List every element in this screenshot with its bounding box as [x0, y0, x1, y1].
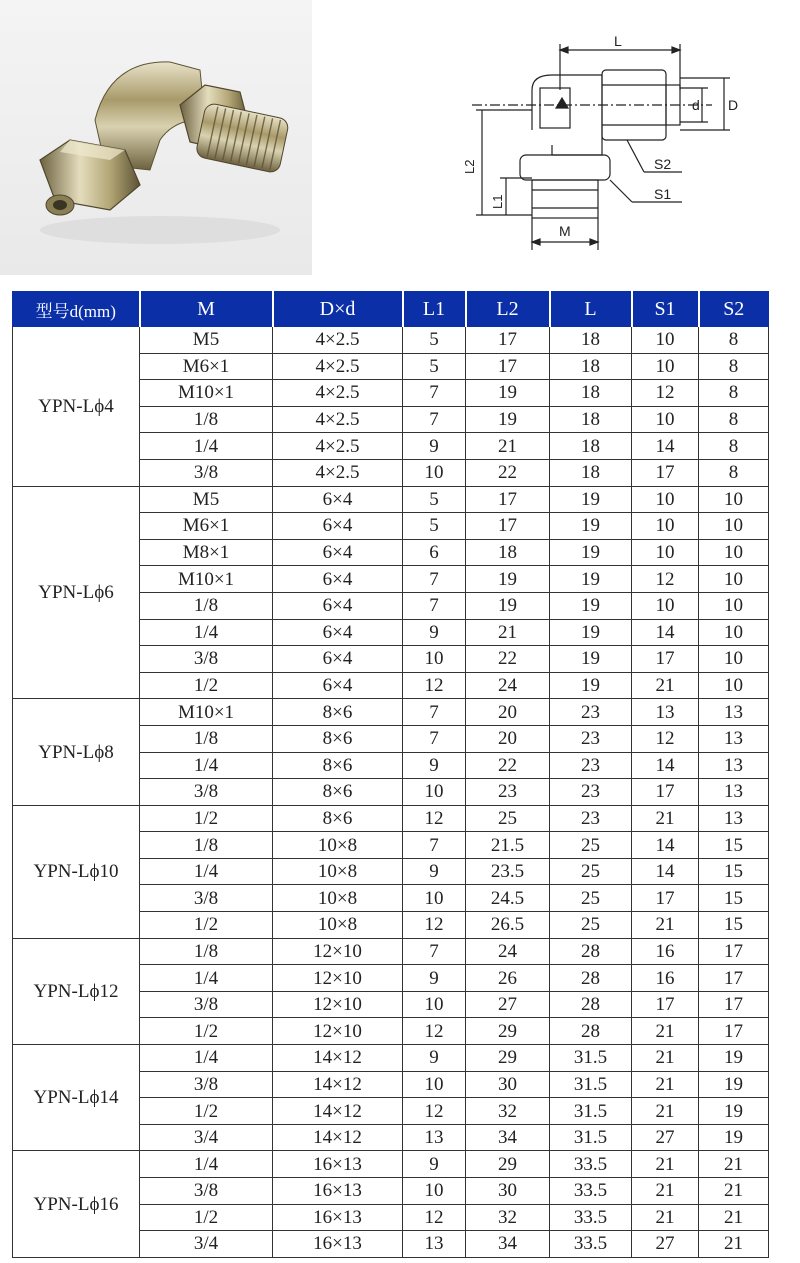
table-cell: 1/2 — [140, 1098, 273, 1125]
table-cell: 7 — [403, 725, 466, 752]
table-cell: 7 — [403, 406, 466, 433]
table-cell: 23.5 — [466, 858, 550, 885]
table-cell: 10 — [632, 327, 699, 354]
table-cell: 12 — [632, 566, 699, 593]
header-L1: L1 — [403, 292, 466, 327]
table-cell: 19 — [699, 1098, 769, 1125]
table-cell: 19 — [699, 1124, 769, 1151]
table-cell: 9 — [403, 1151, 466, 1178]
table-cell: 7 — [403, 832, 466, 859]
table-cell: 9 — [403, 858, 466, 885]
table-cell: 12 — [403, 805, 466, 832]
table-cell: 1/2 — [140, 1204, 273, 1231]
table-cell: 15 — [699, 912, 769, 939]
table-cell: 17 — [632, 459, 699, 486]
table-cell: 8×6 — [273, 752, 403, 779]
table-cell: 3/8 — [140, 779, 273, 806]
table-cell: 19 — [550, 619, 632, 646]
table-cell: 19 — [550, 486, 632, 513]
table-cell: 5 — [403, 353, 466, 380]
table-cell: 12×10 — [273, 965, 403, 992]
table-cell: 16×13 — [273, 1178, 403, 1205]
table-cell: 27 — [632, 1231, 699, 1258]
table-cell: 14×12 — [273, 1071, 403, 1098]
table-cell: 8 — [699, 380, 769, 407]
label-D: D — [728, 97, 739, 113]
table-cell: 12 — [403, 672, 466, 699]
table-cell: 17 — [632, 885, 699, 912]
table-cell: 10 — [632, 353, 699, 380]
table-cell: 21 — [632, 1151, 699, 1178]
table-cell: 5 — [403, 327, 466, 354]
table-cell: 10×8 — [273, 885, 403, 912]
table-cell: 29 — [466, 1151, 550, 1178]
model-cell: YPN-Lϕ12 — [13, 938, 140, 1044]
table-cell: 29 — [466, 1018, 550, 1045]
table-cell: 14 — [632, 858, 699, 885]
table-cell: 19 — [550, 646, 632, 673]
table-cell: 16 — [632, 965, 699, 992]
table-cell: 21 — [699, 1204, 769, 1231]
table-cell: 8×6 — [273, 779, 403, 806]
table-cell: 21.5 — [466, 832, 550, 859]
table-cell: 8×6 — [273, 699, 403, 726]
table-cell: 6×4 — [273, 619, 403, 646]
table-cell: 10×8 — [273, 912, 403, 939]
table-cell: 3/4 — [140, 1231, 273, 1258]
table-cell: 33.5 — [550, 1204, 632, 1231]
table-cell: 23 — [550, 752, 632, 779]
spec-table — [12, 291, 769, 1258]
table-cell: 32 — [466, 1098, 550, 1125]
dimension-drawing — [462, 30, 762, 260]
table-cell: 7 — [403, 592, 466, 619]
table-cell: 6×4 — [273, 566, 403, 593]
table-cell: 31.5 — [550, 1071, 632, 1098]
table-cell: 8×6 — [273, 725, 403, 752]
table-cell: M5 — [140, 327, 273, 354]
header-S1: S1 — [632, 292, 699, 327]
table-cell: 17 — [699, 1018, 769, 1045]
table-cell: 13 — [699, 699, 769, 726]
table-cell: 10 — [403, 885, 466, 912]
table-cell: 13 — [699, 725, 769, 752]
table-cell: 21 — [632, 1071, 699, 1098]
label-M: M — [559, 223, 571, 239]
table-cell: 10 — [699, 513, 769, 540]
table-cell: 6×4 — [273, 486, 403, 513]
table-cell: 17 — [632, 991, 699, 1018]
table-cell: 6 — [403, 539, 466, 566]
table-cell: 9 — [403, 752, 466, 779]
table-cell: 4×2.5 — [273, 433, 403, 460]
table-cell: 12 — [403, 1098, 466, 1125]
table-cell: 17 — [466, 513, 550, 540]
table-cell: 18 — [550, 353, 632, 380]
table-cell: 1/2 — [140, 912, 273, 939]
table-cell: 10 — [632, 513, 699, 540]
table-cell: 15 — [699, 858, 769, 885]
table-cell: 21 — [632, 1098, 699, 1125]
table-cell: 12 — [632, 380, 699, 407]
table-cell: 20 — [466, 699, 550, 726]
table-cell: 10 — [699, 486, 769, 513]
table-cell: 10 — [403, 646, 466, 673]
table-cell: 1/8 — [140, 725, 273, 752]
model-cell: YPN-Lϕ4 — [13, 327, 140, 487]
table-cell: 3/8 — [140, 991, 273, 1018]
table-cell: M10×1 — [140, 380, 273, 407]
header-Dxd: D×d — [273, 292, 403, 327]
table-cell: 10 — [632, 406, 699, 433]
table-cell: 17 — [466, 327, 550, 354]
table-cell: 8 — [699, 433, 769, 460]
table-row — [13, 327, 769, 354]
table-cell: 5 — [403, 486, 466, 513]
table-cell: 6×4 — [273, 539, 403, 566]
table-cell: 3/4 — [140, 1124, 273, 1151]
table-cell: 13 — [699, 779, 769, 806]
table-cell: 15 — [699, 885, 769, 912]
table-cell: 1/4 — [140, 1151, 273, 1178]
table-row — [13, 1045, 769, 1072]
table-cell: 25 — [550, 858, 632, 885]
table-cell: 1/8 — [140, 592, 273, 619]
table-cell: 21 — [466, 619, 550, 646]
table-cell: 6×4 — [273, 672, 403, 699]
table-cell: 21 — [699, 1231, 769, 1258]
fitting-schematic — [462, 30, 762, 260]
label-L1: L1 — [490, 194, 505, 209]
table-cell: 18 — [550, 380, 632, 407]
table-cell: 19 — [550, 513, 632, 540]
table-cell: 21 — [632, 912, 699, 939]
table-cell: 1/4 — [140, 433, 273, 460]
table-cell: 12×10 — [273, 1018, 403, 1045]
table-cell: 19 — [466, 380, 550, 407]
table-cell: M5 — [140, 486, 273, 513]
table-cell: 32 — [466, 1204, 550, 1231]
table-cell: 1/2 — [140, 805, 273, 832]
model-cell: YPN-Lϕ14 — [13, 1045, 140, 1151]
model-cell: YPN-Lϕ10 — [13, 805, 140, 938]
table-cell: 17 — [699, 991, 769, 1018]
table-cell: 1/4 — [140, 619, 273, 646]
table-cell: 13 — [699, 752, 769, 779]
table-cell: 33.5 — [550, 1231, 632, 1258]
table-cell: 19 — [466, 566, 550, 593]
table-cell: 33.5 — [550, 1151, 632, 1178]
table-cell: 25 — [550, 885, 632, 912]
table-cell: 5 — [403, 513, 466, 540]
table-cell: 10 — [403, 991, 466, 1018]
table-cell: 1/8 — [140, 938, 273, 965]
table-cell: 9 — [403, 433, 466, 460]
table-cell: 18 — [550, 406, 632, 433]
table-cell: 15 — [699, 832, 769, 859]
table-cell: M8×1 — [140, 539, 273, 566]
table-cell: 3/8 — [140, 885, 273, 912]
table-cell: 7 — [403, 938, 466, 965]
model-cell: YPN-Lϕ6 — [13, 486, 140, 699]
table-cell: 4×2.5 — [273, 380, 403, 407]
table-cell: 14 — [632, 752, 699, 779]
table-row — [13, 805, 769, 832]
table-cell: 21 — [632, 672, 699, 699]
table-cell: 9 — [403, 619, 466, 646]
table-cell: 30 — [466, 1178, 550, 1205]
table-cell: 29 — [466, 1045, 550, 1072]
table-cell: 17 — [466, 486, 550, 513]
product-photo — [0, 0, 312, 275]
table-cell: 21 — [699, 1178, 769, 1205]
table-cell: 22 — [466, 646, 550, 673]
table-cell: 3/8 — [140, 1178, 273, 1205]
table-cell: 19 — [699, 1071, 769, 1098]
table-cell: 22 — [466, 459, 550, 486]
table-cell: 19 — [550, 672, 632, 699]
table-cell: 21 — [632, 1045, 699, 1072]
table-cell: 17 — [632, 646, 699, 673]
table-row — [13, 699, 769, 726]
table-row — [13, 1151, 769, 1178]
table-cell: 23 — [550, 805, 632, 832]
table-cell: 23 — [466, 779, 550, 806]
table-cell: 16×13 — [273, 1204, 403, 1231]
header-M: M — [140, 292, 273, 327]
table-cell: 10 — [403, 779, 466, 806]
table-cell: 10×8 — [273, 832, 403, 859]
elbow-fitting-image — [0, 0, 312, 275]
table-cell: 18 — [550, 327, 632, 354]
table-cell: 16×13 — [273, 1151, 403, 1178]
table-cell: 19 — [466, 406, 550, 433]
table-cell: 8 — [699, 459, 769, 486]
table-cell: 1/4 — [140, 965, 273, 992]
table-cell: 6×4 — [273, 646, 403, 673]
table-cell: 9 — [403, 965, 466, 992]
table-cell: 19 — [699, 1045, 769, 1072]
table-cell: 13 — [403, 1124, 466, 1151]
table-cell: 16×13 — [273, 1231, 403, 1258]
table-cell: 3/8 — [140, 459, 273, 486]
model-cell: YPN-Lϕ8 — [13, 699, 140, 805]
table-cell: 12 — [403, 1204, 466, 1231]
table-cell: 19 — [550, 566, 632, 593]
table-cell: 4×2.5 — [273, 406, 403, 433]
table-cell: 23 — [550, 725, 632, 752]
table-cell: 16 — [632, 938, 699, 965]
table-cell: 24.5 — [466, 885, 550, 912]
table-cell: 23 — [550, 779, 632, 806]
table-cell: 22 — [466, 752, 550, 779]
table-cell: 19 — [550, 592, 632, 619]
table-cell: 14×12 — [273, 1045, 403, 1072]
table-cell: 1/2 — [140, 1018, 273, 1045]
table-cell: 34 — [466, 1231, 550, 1258]
table-cell: 4×2.5 — [273, 327, 403, 354]
table-cell: 27 — [466, 991, 550, 1018]
table-cell: 28 — [550, 965, 632, 992]
table-cell: 12 — [403, 1018, 466, 1045]
table-cell: 17 — [632, 779, 699, 806]
table-cell: 3/8 — [140, 646, 273, 673]
table-cell: 8×6 — [273, 805, 403, 832]
table-cell: 10 — [632, 539, 699, 566]
table-cell: 10 — [632, 486, 699, 513]
header-L2: L2 — [466, 292, 550, 327]
label-S2: S2 — [654, 156, 672, 172]
table-cell: 33.5 — [550, 1178, 632, 1205]
table-cell: 23 — [550, 699, 632, 726]
table-cell: 20 — [466, 725, 550, 752]
table-cell: 25 — [466, 805, 550, 832]
table-cell: 21 — [632, 1178, 699, 1205]
table-cell: 19 — [466, 592, 550, 619]
table-cell: 10 — [699, 592, 769, 619]
table-cell: 10 — [403, 1178, 466, 1205]
table-cell: 1/2 — [140, 672, 273, 699]
label-S1: S1 — [654, 186, 672, 202]
table-body — [13, 327, 769, 1258]
table-cell: 1/8 — [140, 832, 273, 859]
table-cell: 21 — [632, 1018, 699, 1045]
table-cell: 12×10 — [273, 938, 403, 965]
table-cell: 7 — [403, 566, 466, 593]
table-cell: 18 — [466, 539, 550, 566]
table-cell: 13 — [632, 699, 699, 726]
model-cell: YPN-Lϕ16 — [13, 1151, 140, 1257]
table-cell: 19 — [550, 539, 632, 566]
table-cell: 9 — [403, 1045, 466, 1072]
table-cell: 8 — [699, 406, 769, 433]
label-L2: L2 — [462, 159, 477, 174]
table-cell: 6×4 — [273, 592, 403, 619]
table-cell: 10 — [699, 672, 769, 699]
table-cell: 14 — [632, 619, 699, 646]
table-cell: 17 — [466, 353, 550, 380]
table-cell: M6×1 — [140, 353, 273, 380]
table-cell: 31.5 — [550, 1124, 632, 1151]
table-cell: 4×2.5 — [273, 353, 403, 380]
table-cell: 14×12 — [273, 1124, 403, 1151]
table-header — [13, 292, 769, 327]
table-cell: 24 — [466, 938, 550, 965]
table-cell: 10 — [632, 592, 699, 619]
table-cell: 21 — [632, 805, 699, 832]
table-cell: 7 — [403, 699, 466, 726]
table-cell: 10 — [699, 646, 769, 673]
table-cell: 10 — [403, 1071, 466, 1098]
table-cell: 14×12 — [273, 1098, 403, 1125]
table-row — [13, 938, 769, 965]
table-cell: 10 — [699, 619, 769, 646]
table-cell: 31.5 — [550, 1098, 632, 1125]
table-cell: 3/8 — [140, 1071, 273, 1098]
table-cell: 14 — [632, 832, 699, 859]
header-S2: S2 — [699, 292, 769, 327]
table-cell: 4×2.5 — [273, 459, 403, 486]
table-cell: 21 — [466, 433, 550, 460]
table-cell: 18 — [550, 433, 632, 460]
table-cell: 1/4 — [140, 752, 273, 779]
table-cell: 18 — [550, 459, 632, 486]
table-cell: 24 — [466, 672, 550, 699]
table-cell: 28 — [550, 938, 632, 965]
label-L: L — [614, 33, 622, 49]
table-cell: 10 — [403, 459, 466, 486]
table-cell: 14 — [632, 433, 699, 460]
table-cell: 12×10 — [273, 991, 403, 1018]
table-cell: 1/8 — [140, 406, 273, 433]
table-cell: 31.5 — [550, 1045, 632, 1072]
table-cell: 25 — [550, 912, 632, 939]
table-cell: M10×1 — [140, 566, 273, 593]
table-cell: 21 — [632, 1204, 699, 1231]
table-cell: 8 — [699, 353, 769, 380]
table-cell: 10×8 — [273, 858, 403, 885]
table-cell: 28 — [550, 1018, 632, 1045]
table-cell: 17 — [699, 938, 769, 965]
table-cell: 10 — [699, 566, 769, 593]
table-cell: 8 — [699, 327, 769, 354]
table-row — [13, 486, 769, 513]
table-cell: 27 — [632, 1124, 699, 1151]
table-cell: 26 — [466, 965, 550, 992]
table-cell: 13 — [699, 805, 769, 832]
table-cell: 1/4 — [140, 1045, 273, 1072]
table-cell: 26.5 — [466, 912, 550, 939]
table-cell: 28 — [550, 991, 632, 1018]
table-cell: 10 — [699, 539, 769, 566]
label-d: d — [692, 97, 700, 113]
table-cell: 25 — [550, 832, 632, 859]
table-cell: M10×1 — [140, 699, 273, 726]
table-cell: 7 — [403, 380, 466, 407]
header-L: L — [550, 292, 632, 327]
table-cell: 30 — [466, 1071, 550, 1098]
table-cell: 12 — [403, 912, 466, 939]
table-cell: 17 — [699, 965, 769, 992]
header-model: 型号d(mm) — [13, 292, 140, 327]
table-cell: M6×1 — [140, 513, 273, 540]
table-cell: 12 — [632, 725, 699, 752]
table-cell: 6×4 — [273, 513, 403, 540]
table-cell: 21 — [699, 1151, 769, 1178]
table-cell: 34 — [466, 1124, 550, 1151]
table-cell: 13 — [403, 1231, 466, 1258]
table-cell: 1/4 — [140, 858, 273, 885]
